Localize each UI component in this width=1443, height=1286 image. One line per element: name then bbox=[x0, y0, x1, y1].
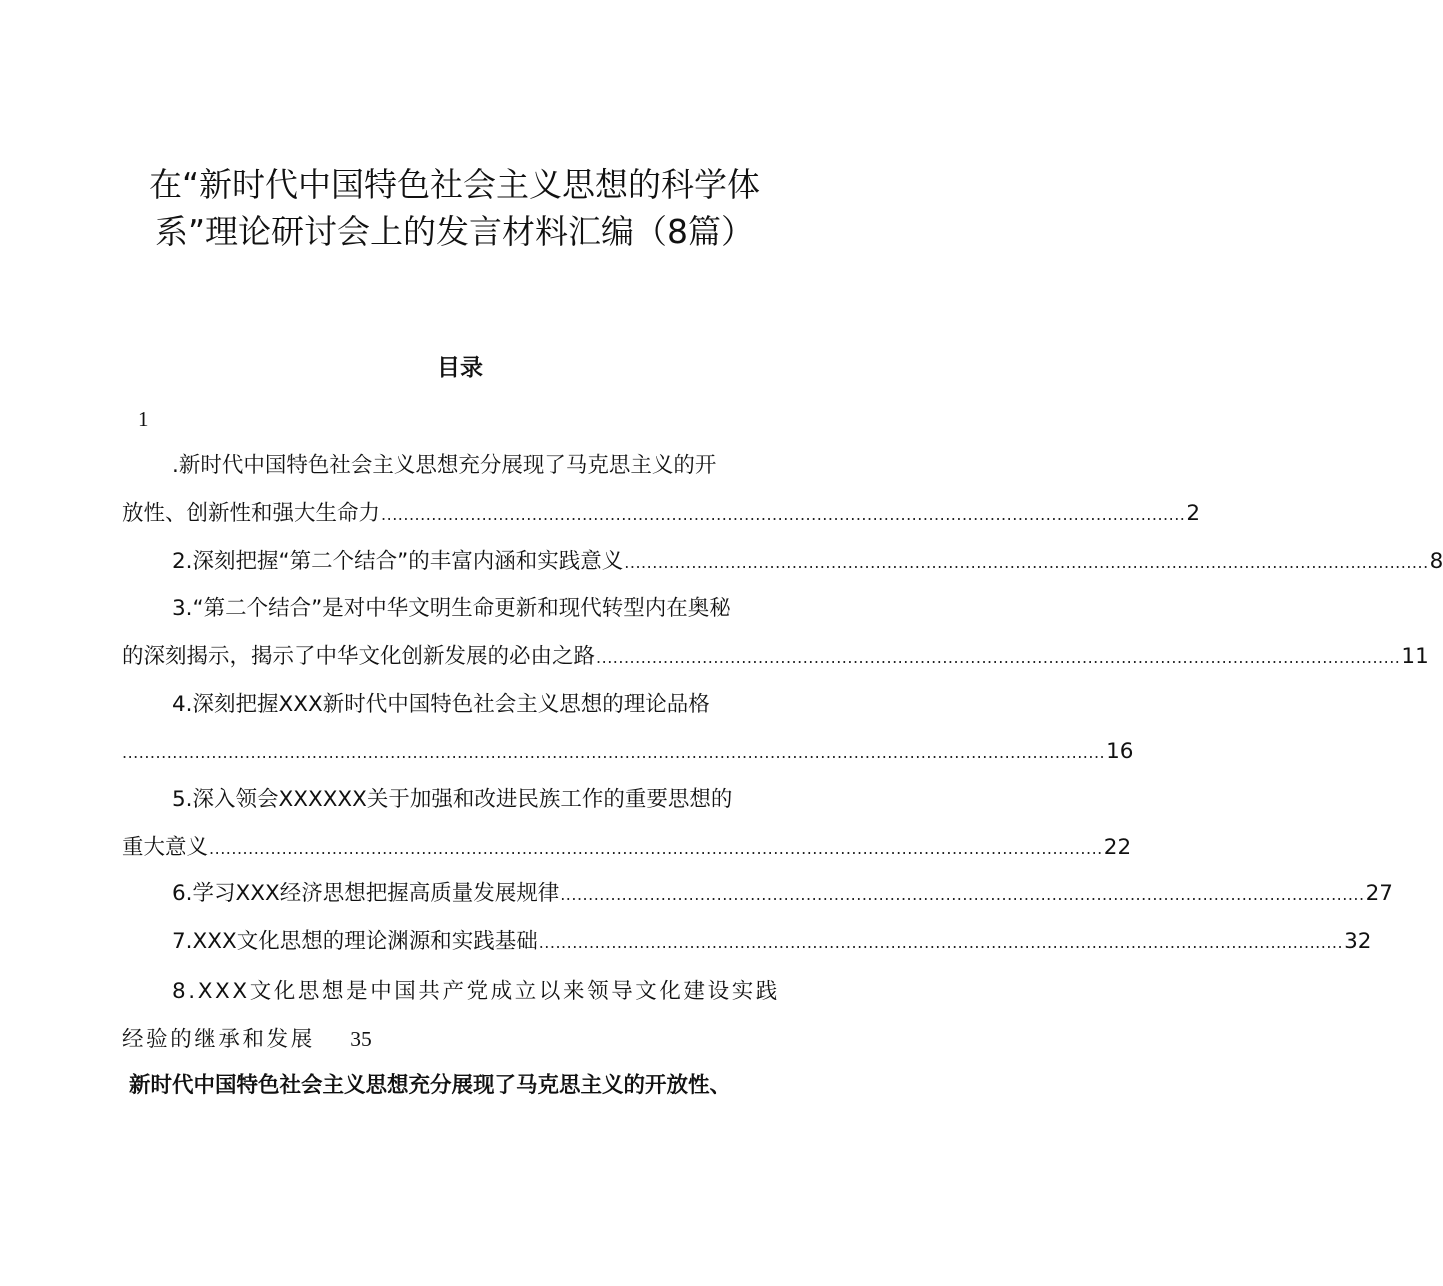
toc-entry-5-line-2[interactable] bbox=[122, 832, 1132, 865]
title-line-1: 在“新时代中国特色社会主义思想的科学体 bbox=[148, 165, 761, 204]
toc-leader-dots: ................................................................................................................................................ bbox=[624, 553, 1429, 572]
toc-entry-text: 2.深刻把握“第二个结合”的丰富内涵和实践意义 bbox=[172, 549, 624, 574]
toc-page-number: 2 bbox=[1186, 501, 1201, 526]
toc-entry-1-line-2[interactable] bbox=[122, 498, 1201, 531]
title-line-2: 系”理论研讨会上的发言材料汇编（8篇） bbox=[154, 212, 755, 251]
toc-page-number: 16 bbox=[1106, 739, 1134, 764]
toc-leader-dots: ................................................................................................................................................ bbox=[596, 648, 1401, 667]
toc-entry-8-line-1[interactable]: 8.XXX文化思想是中国共产党成立以来领导文化建设实践 bbox=[172, 979, 780, 1004]
toc-entry-text: 重大意义 bbox=[122, 835, 209, 860]
toc-entry-8-line-2[interactable] bbox=[122, 1023, 372, 1056]
toc-page-number: 22 bbox=[1103, 835, 1132, 860]
toc-entry-4-line-1[interactable]: 4.深刻把握XXX新时代中国特色社会主义思想的理论品格 bbox=[172, 692, 710, 717]
toc-entry-7[interactable] bbox=[172, 926, 1372, 959]
toc-leader-dots: ................................................................................................................................................................................ bbox=[122, 743, 1106, 762]
toc-entry-text: 经验的继承和发展 bbox=[122, 1027, 315, 1052]
toc-entry-4-line-2[interactable] bbox=[122, 736, 1134, 769]
toc-number-marker: 1 bbox=[138, 407, 149, 431]
toc-page-number: 27 bbox=[1365, 881, 1393, 906]
toc-leader-dots: ................................................................................................................................................ bbox=[381, 505, 1186, 524]
toc-entry-text: 6.学习XXX经济思想把握高质量发展规律 bbox=[172, 881, 560, 906]
toc-page-number: 35 bbox=[350, 1027, 372, 1051]
toc-entry-1-line-1[interactable]: .新时代中国特色社会主义思想充分展现了马克思主义的开 bbox=[172, 453, 717, 478]
toc-entry-6[interactable] bbox=[172, 878, 1393, 911]
toc-heading: 目录 bbox=[437, 354, 483, 381]
toc-entry-text: 放性、创新性和强大生命力 bbox=[122, 501, 381, 526]
toc-entry-2[interactable] bbox=[172, 546, 1443, 579]
toc-page-number: 32 bbox=[1344, 929, 1372, 954]
toc-entry-text: 7.XXX文化思想的理论渊源和实践基础 bbox=[172, 929, 538, 954]
toc-entry-3-line-1[interactable]: 3.“第二个结合”是对中华文明生命更新和现代转型内在奥秘 bbox=[172, 596, 731, 621]
toc-leader-dots: ................................................................................................................................................ bbox=[538, 933, 1344, 952]
toc-entry-3-line-2[interactable] bbox=[122, 641, 1429, 674]
section-heading: 新时代中国特色社会主义思想充分展现了马克思主义的开放性、 bbox=[129, 1073, 732, 1098]
toc-entry-text: 的深刻揭示，揭示了中华文化创新发展的必由之路 bbox=[122, 644, 596, 669]
toc-entry-5-line-1[interactable]: 5.深入领会XXXXXX关于加强和改进民族工作的重要思想的 bbox=[172, 787, 733, 812]
toc-page-number: 8 bbox=[1429, 549, 1443, 574]
toc-leader-dots: ................................................................................................................................................ bbox=[560, 885, 1365, 904]
toc-leader-dots: ................................................................................................................................................................ bbox=[209, 839, 1103, 858]
document-title bbox=[100, 161, 809, 255]
toc-page-number: 11 bbox=[1401, 644, 1429, 669]
